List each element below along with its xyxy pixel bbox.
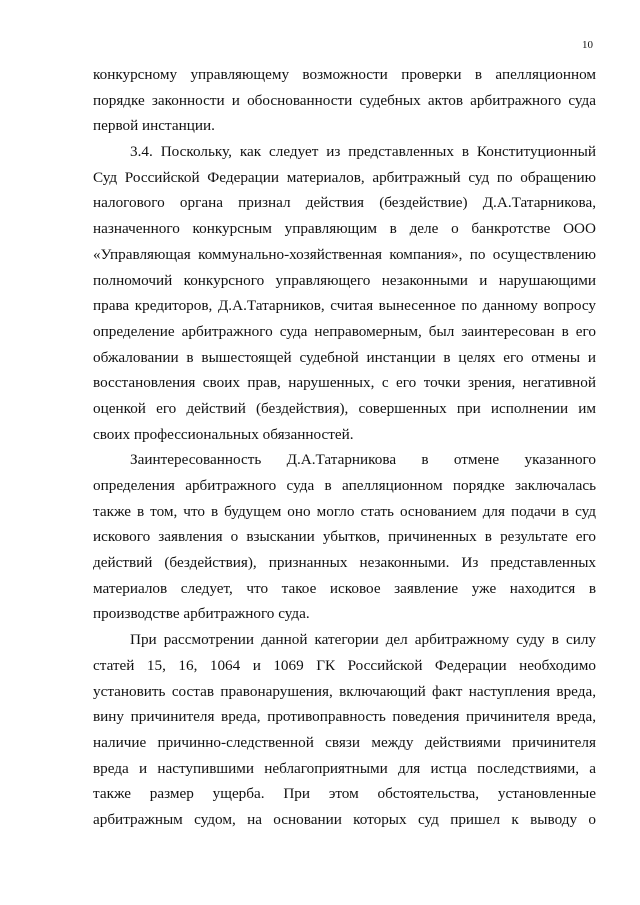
text-line: порядке законности и обоснованности судебных актов арбитражного суда [93,91,596,109]
text-line: определение арбитражного суда неправомерным, был заинтересован в его [93,322,596,340]
paragraph-start-line: 3.4. Поскольку, как следует из представленных в Конституционный [130,143,596,161]
body-text [93,62,596,833]
text-line: восстановления своих прав, нарушенных, с его точки зрения, негативной [93,374,596,392]
text-line: обжаловании в вышестоящей судебной инстанции в целях его отмены и [93,348,596,366]
text-line: арбитражным судом, на основании которых суд пришел к выводу о [93,810,596,828]
text-line: определения арбитражного суда в апелляционном порядке заключалась [93,477,596,494]
text-line: также размер ущерба. При этом обстоятельства, установленные [93,785,596,803]
text-line: действий (бездействия), признанных незаконными. Из представленных [93,554,596,572]
text-line: наличие причинно-следственной связи между действиями причинителя [93,733,596,751]
text-line: материалов следует, что такое исковое заявление уже находится в [93,579,596,597]
text-line: искового заявления о взыскании убытков, причиненных в результате его [93,528,596,546]
paragraph-start-line: Заинтересованность Д.А.Татарникова в отмене указанного [130,451,596,469]
text-line: установить состав правонарушения, включающий факт наступления вреда, [93,682,596,700]
paragraph-start-line: При рассмотрении данной категории дел арбитражному суду в силу [130,631,596,649]
text-line: конкурсному управляющему возможности проверки в апелляционном [93,66,596,83]
text-line: производстве арбитражного суда. [93,605,310,623]
text-line: права кредиторов, Д.А.Татарников, считая вынесенное по данному вопросу [93,297,596,315]
text-line: также в том, что в будущем оно могло стать основанием для подачи в суд [93,502,596,520]
text-line: Суд Российской Федерации материалов, арбитражный суд по обращению [93,168,596,186]
page-number: 10 [582,39,593,51]
text-line: оценкой его действий (бездействия), совершенных при исполнении им [93,399,596,417]
text-line: «Управляющая коммунально-хозяйственная компания», по осуществлению [93,245,596,263]
text-line: своих профессиональных обязанностей. [93,425,354,443]
text-line: статей 15, 16, 1064 и 1069 ГК Российской Федерации необходимо [93,656,596,674]
text-line: назначенного конкурсным управляющим в деле о банкротстве ООО [93,220,596,238]
text-line: первой инстанции. [93,117,215,135]
text-line: вину причинителя вреда, противоправность поведения причинителя вреда, [93,708,596,726]
text-line: полномочий конкурсного управляющего незаконными и нарушающими [93,271,596,289]
text-line: налогового органа признал действия (бездействие) Д.А.Татарникова, [93,194,596,212]
text-line: вреда и наступившими неблагоприятными для истца последствиями, а [93,759,596,777]
